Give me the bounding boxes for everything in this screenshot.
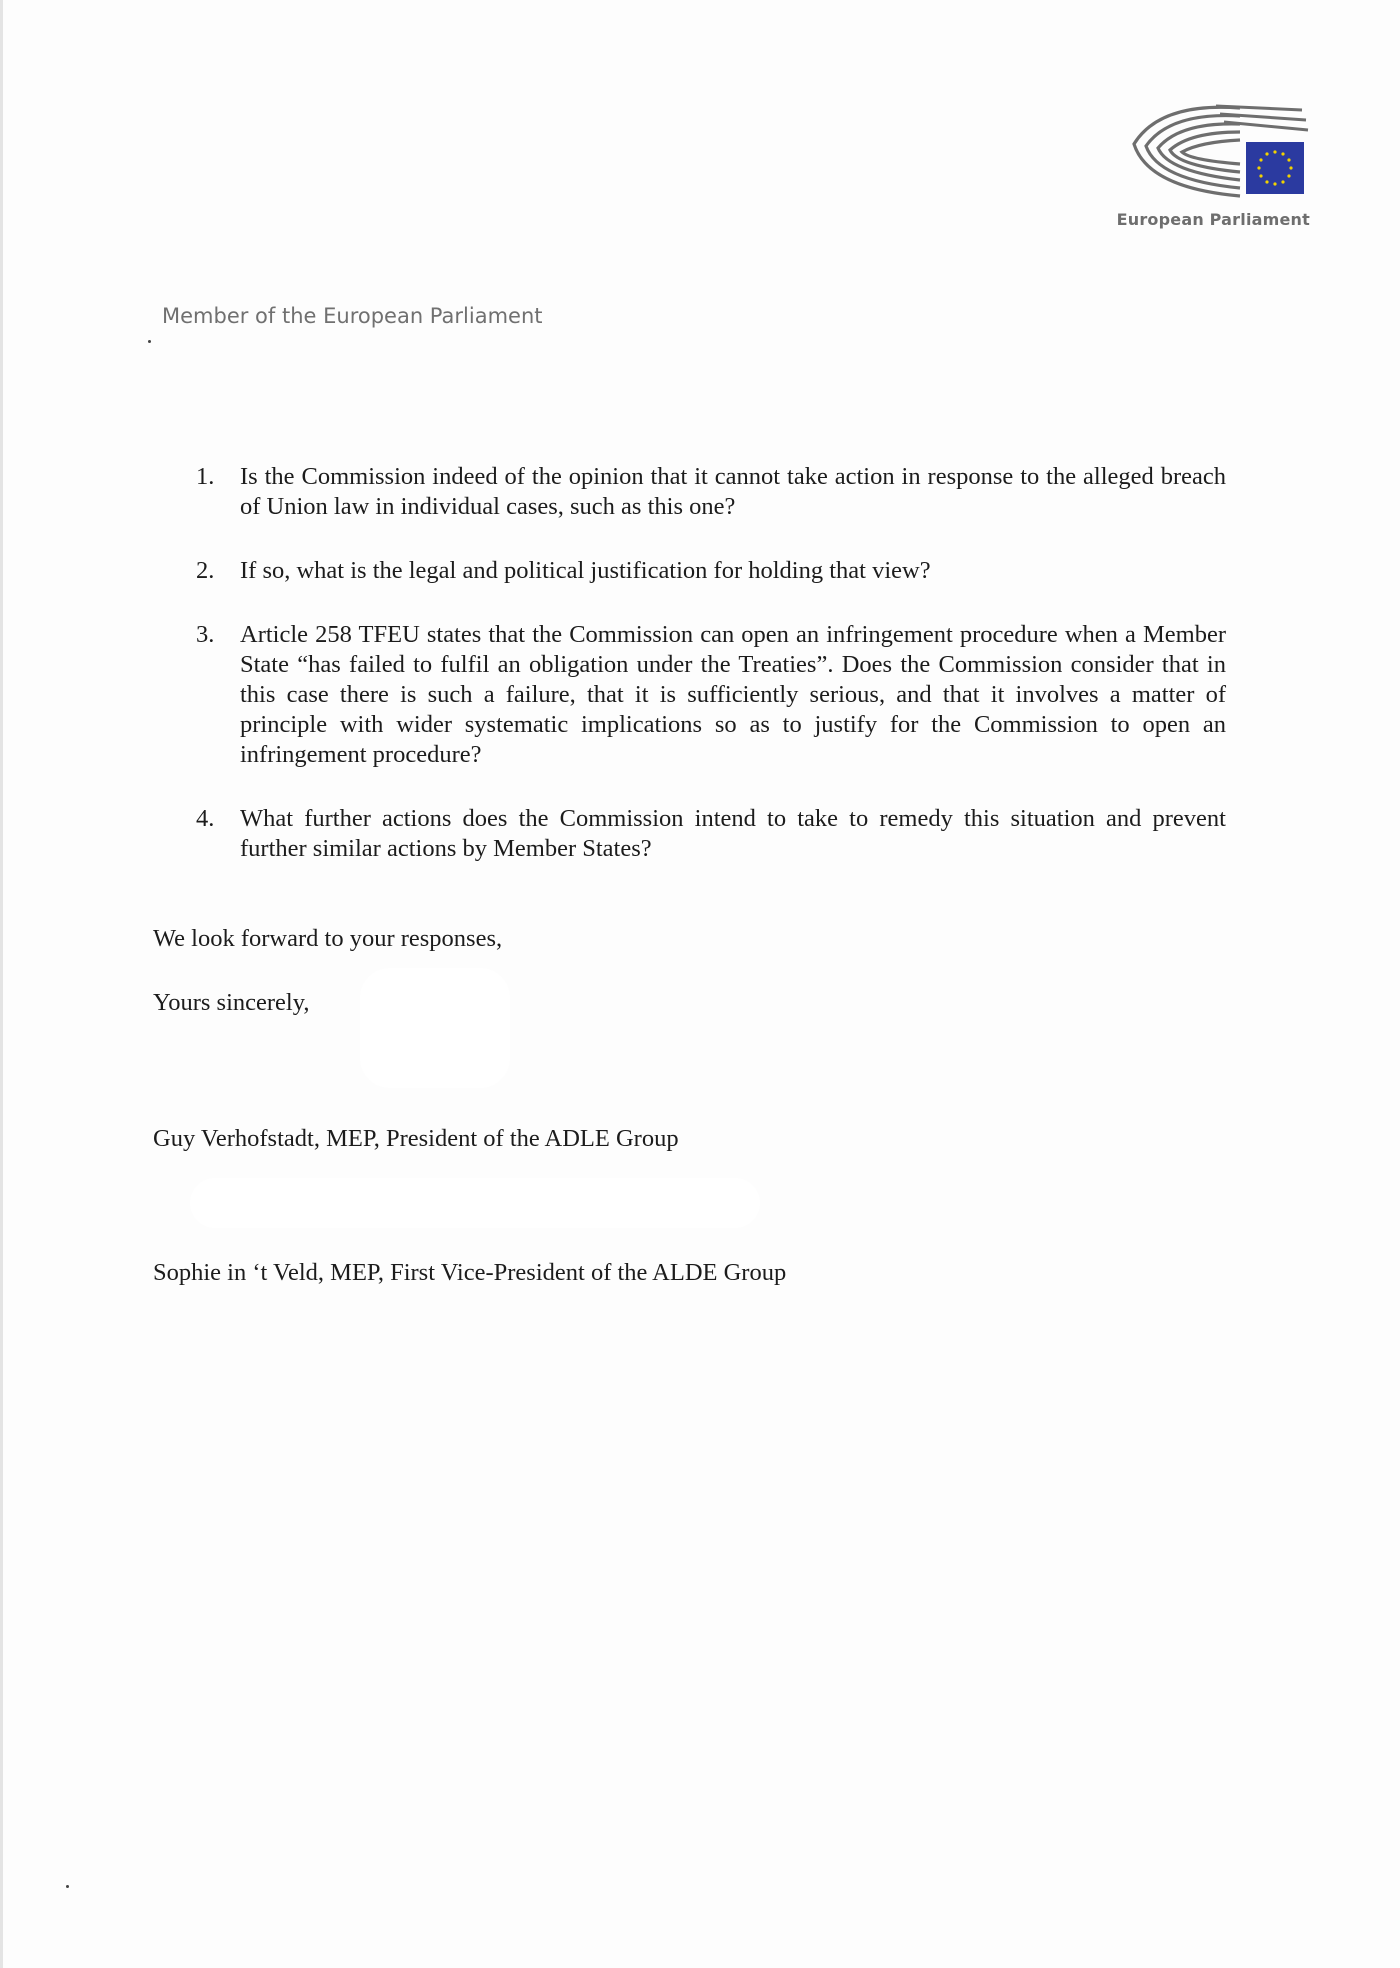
european-parliament-logo	[1110, 100, 1310, 240]
scan-speck	[66, 1885, 69, 1888]
question-item	[196, 620, 1226, 770]
redacted-signature-area	[360, 968, 510, 1088]
question-text: Article 258 TFEU states that the Commission can open an infringement procedure when a Member State “has failed to fulfil an obligation under the Treaties”. Does the Commission consider that in this case there is such a failure, that it is sufficiently serious, and that it involves a matter of principle with wider systematic implications so as to justify for the Commission to open an infringement procedure?	[240, 621, 1226, 768]
question-number: 4.	[196, 805, 215, 832]
signatory-2: Sophie in ‘t Veld, MEP, First Vice-President of the ALDE Group	[153, 1259, 787, 1286]
closing-remark: We look forward to your responses,	[153, 925, 503, 952]
question-text: Is the Commission indeed of the opinion that it cannot take action in response to the alleged breach of Union law in individual cases, such as this one?	[240, 463, 1226, 520]
question-text: If so, what is the legal and political justification for holding that view?	[240, 557, 931, 584]
question-number: 1.	[196, 463, 215, 490]
question-item	[196, 462, 1226, 522]
question-text: What further actions does the Commission intend to take to remedy this situation and prevent further similar actions by Member States?	[240, 805, 1226, 862]
parliament-hemicycle-icon	[1120, 100, 1310, 204]
question-item	[196, 804, 1226, 864]
question-list	[196, 462, 1226, 898]
scan-speck	[148, 340, 151, 343]
signatory-1: Guy Verhofstadt, MEP, President of the ADLE Group	[153, 1125, 679, 1152]
valediction: Yours sincerely,	[153, 989, 310, 1016]
page-edge	[0, 0, 3, 1968]
question-number: 2.	[196, 557, 215, 584]
member-line: Member of the European Parliament	[162, 304, 543, 328]
question-item	[196, 556, 1226, 586]
logo-caption: European Parliament	[1116, 210, 1310, 229]
question-number: 3.	[196, 621, 215, 648]
redacted-signature-area	[190, 1178, 760, 1228]
